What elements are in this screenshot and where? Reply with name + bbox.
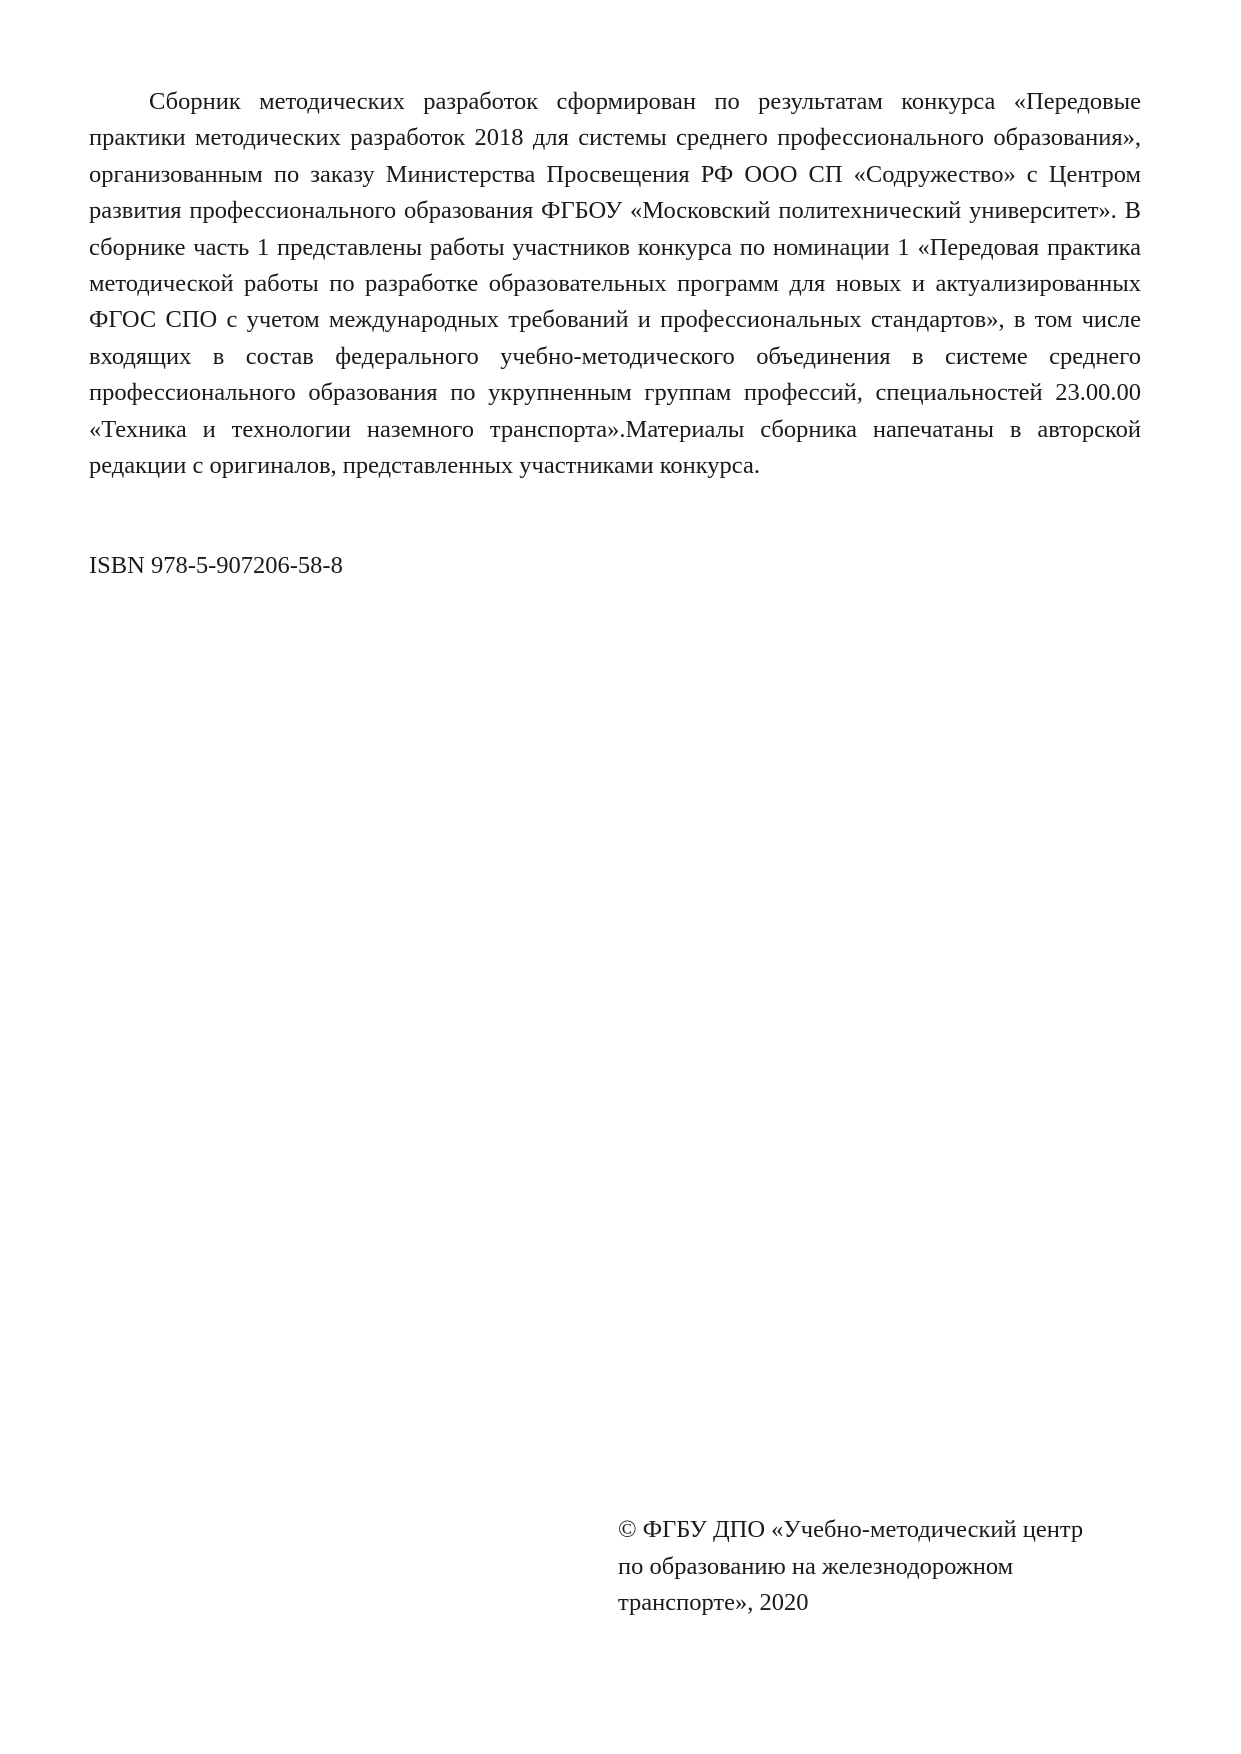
annotation-paragraph: Сборник методических разработок сформирован по результатам конкурса «Передовые практики методических разработок 2018 для системы среднего профессионального образования», организованным по заказу Министерства Просвещения РФ ООО СП «Содружество» с Центром развития профессионального образования ФГБОУ «Московский политехнический университет». В сборнике часть 1 представлены работы участников конкурса по номинации 1 «Передовая практика методической работы по разработке образовательных программ для новых и актуализированных ФГОС СПО с учетом международных требований и профессиональных стандартов», в том числе входящих в состав федерального учебно-методического объединения в системе среднего профессионального образования по укрупненным группам профессий, специальностей 23.00.00 «Техника и технологии наземного транспорта».Материалы сборника напечатаны в авторской редакции с оригиналов, представленных участниками конкурса. bbox=[89, 88, 1141, 480]
copyright-notice bbox=[618, 1512, 1138, 1622]
copyright-line-3: транспорте», 2020 bbox=[618, 1589, 809, 1616]
isbn-number: ISBN 978-5-907206-58-8 bbox=[89, 552, 343, 579]
copyright-line-2: по образованию на железнодорожном bbox=[618, 1552, 1014, 1580]
copyright-line-1: © ФГБУ ДПО «Учебно-методический центр bbox=[618, 1516, 1084, 1543]
